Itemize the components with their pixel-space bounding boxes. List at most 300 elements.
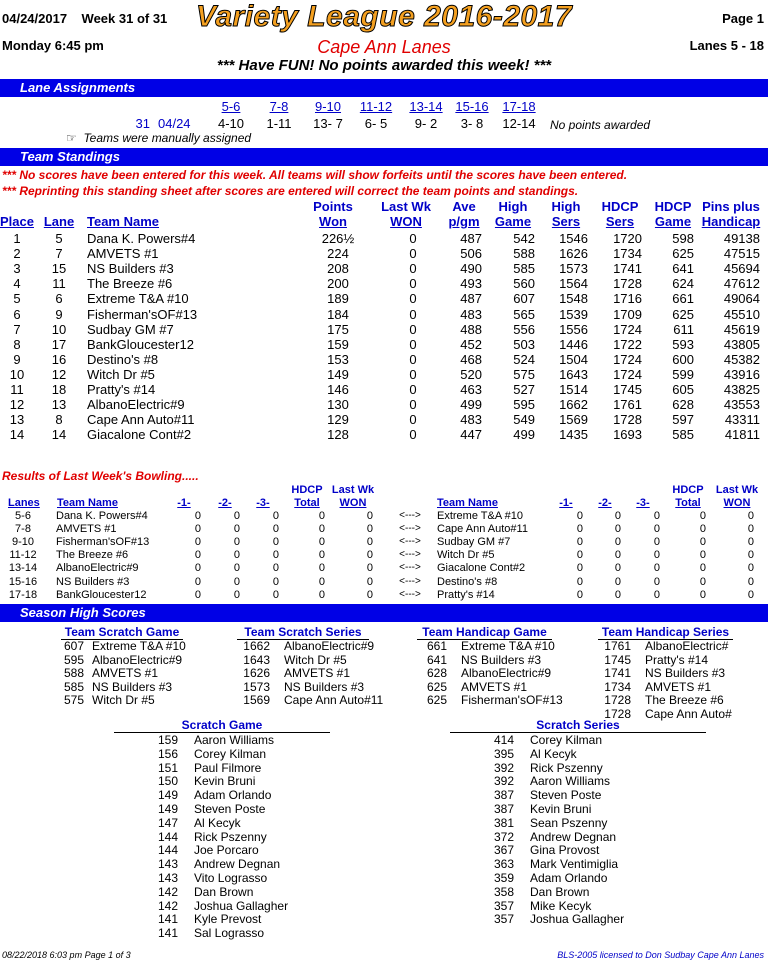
season-high-name: Paul Filmore	[194, 760, 262, 775]
lanes-range: Lanes 5 - 18	[689, 38, 764, 53]
standings-lane: 6	[55, 291, 63, 307]
standings-header-ave-top: Ave	[452, 199, 476, 214]
team-handicap-series-title: Team Handicap Series	[598, 625, 733, 640]
standings-hs: 1662	[559, 397, 588, 413]
season-high-value: 1734	[604, 679, 631, 694]
season-high-name: Adam Orlando	[530, 871, 608, 885]
lane-matchup: 4-10	[217, 116, 245, 131]
standings-lastwk: 0	[409, 336, 417, 352]
scratch-game-title: Scratch Game	[114, 718, 330, 733]
league-title: Variety League 2016-2017	[195, 0, 573, 33]
standings-hdcps: 1734	[613, 246, 642, 262]
standings-lastwk: 0	[409, 306, 417, 322]
standings-hdcpg: 625	[672, 246, 694, 262]
season-high-name: Cape Ann Auto#11	[284, 693, 384, 707]
standings-hg: 499	[513, 427, 535, 443]
lane-matchup: 6- 5	[364, 116, 388, 131]
standings-pins: 45510	[723, 306, 760, 322]
lane-matchup: 9- 2	[414, 116, 438, 131]
team-handicap-game-title: Team Handicap Game	[417, 625, 552, 640]
footer-left: 08/22/2018 6:03 pm Page 1 of 3	[2, 950, 131, 960]
season-high-name: Kevin Bruni	[530, 802, 592, 816]
season-high-name: Cape Ann Auto#	[645, 706, 732, 721]
results-score-b: 0	[699, 575, 706, 588]
standings-lane: 13	[51, 397, 67, 413]
standings-place: 11	[10, 382, 24, 397]
results-score-b: 0	[747, 588, 754, 601]
standings-header-ave-bottom: p/gm	[448, 214, 480, 229]
season-high-value: 156	[157, 746, 178, 761]
standings-team: Sudbay GM #7	[87, 321, 174, 337]
results-vs-arrow: <--->	[399, 575, 421, 587]
season-high-name: Witch Dr #5	[284, 652, 347, 667]
results-score-b: 0	[699, 523, 706, 536]
results-score-b: 0	[653, 549, 660, 562]
standings-hdcpg: 593	[672, 336, 694, 352]
standings-ave: 493	[460, 276, 482, 292]
results-header-lw1: Last Wk	[331, 484, 375, 496]
standings-hs: 1504	[559, 351, 588, 367]
notice: *** Have FUN! No points awarded this week! ***	[216, 57, 552, 74]
standings-team: Cape Ann Auto#11	[87, 412, 195, 428]
season-high-name: Sal Lograsso	[194, 926, 265, 941]
results-score-a: 0	[194, 549, 201, 562]
standings-team: AMVETS #1	[87, 246, 159, 262]
results-header-lw2: WON	[723, 497, 751, 509]
season-high-value: 1741	[604, 666, 631, 680]
standings-ave: 520	[460, 366, 482, 382]
standings-header-lane: Lane	[43, 214, 75, 229]
results-header-lanes: Lanes	[8, 497, 40, 509]
results-score-a: 0	[366, 536, 373, 549]
season-high-name: Rick Pszenny	[194, 829, 267, 844]
standings-hs: 1569	[559, 412, 588, 428]
results-team-a: NS Builders #3	[56, 575, 130, 588]
standings-pins: 45382	[723, 351, 760, 367]
standings-points: 184	[327, 306, 349, 322]
season-high-value: 625	[426, 679, 447, 694]
standings-hdcps: 1741	[613, 261, 642, 277]
standings-hdcpg: 611	[673, 321, 694, 337]
team-scratch-game-title: Team Scratch Game	[61, 625, 183, 640]
results-vs-arrow: <--->	[399, 510, 421, 521]
results-lanes: 7-8	[15, 523, 31, 536]
results-score-a: 0	[194, 510, 201, 522]
results-lanes: 11-12	[9, 549, 37, 562]
results-score-b: 0	[614, 523, 621, 536]
results-header-lw1: Last Wk	[715, 484, 759, 496]
standings-team: Destino's #8	[87, 351, 159, 367]
season-high-value: 363	[493, 857, 514, 872]
standings-points: 159	[327, 336, 349, 352]
lane-pair-header: 7-8	[269, 99, 289, 114]
standings-ave: 499	[460, 397, 482, 413]
results-header-lw2: WON	[339, 497, 367, 509]
results-score-b: 0	[747, 562, 754, 575]
standings-lastwk: 0	[409, 291, 417, 307]
results-header-team: Team Name	[57, 497, 118, 509]
standings-lastwk: 0	[409, 321, 417, 337]
manual-note: ☞ Teams were manually assigned	[66, 131, 252, 145]
season-high-name: Dan Brown	[530, 884, 590, 899]
results-score-a: 0	[272, 562, 279, 575]
results-team-b: Destino's #8	[437, 575, 498, 588]
results-lanes: 13-14	[8, 562, 38, 575]
standings-team: Dana K. Powers#4	[87, 231, 196, 246]
results-score-a: 0	[318, 575, 325, 588]
team-standings-bar: Team Standings	[0, 148, 768, 166]
season-high-name: Sean Pszenny	[530, 815, 608, 830]
results-score-a: 0	[194, 536, 201, 549]
warning-2: *** Reprinting this standing sheet after scores are entered will correct the team points and standings.	[2, 184, 579, 198]
standings-lastwk: 0	[409, 382, 417, 397]
season-high-value: 1643	[243, 652, 270, 667]
season-high-name: Steven Poste	[194, 802, 266, 816]
results-score-b: 0	[614, 575, 621, 588]
standings-lastwk: 0	[409, 261, 417, 277]
standings-points: 175	[327, 321, 349, 337]
season-high-value: 395	[493, 746, 514, 761]
season-high-name: Andrew Degnan	[194, 857, 281, 872]
results-score-a: 0	[366, 575, 373, 588]
results-team-b: Witch Dr #5	[437, 549, 495, 562]
standings-points: 146	[327, 382, 349, 397]
season-high-value: 150	[157, 774, 178, 789]
standings-points: 208	[327, 261, 349, 277]
season-high-name: Steven Poste	[530, 788, 602, 803]
results-score-b: 0	[747, 536, 754, 549]
results-header-g3: -3-	[256, 497, 270, 509]
results-score-b: 0	[576, 523, 583, 536]
results-score-a: 0	[318, 536, 325, 549]
standings-pins: 49064	[723, 291, 760, 307]
standings-team: Witch Dr #5	[87, 366, 155, 382]
standings-header-hdcps-bottom: Sers	[605, 214, 635, 229]
standings-ave: 447	[460, 427, 482, 443]
standings-hg: 556	[513, 321, 535, 337]
results-team-a: Dana K. Powers#4	[56, 510, 148, 522]
results-score-b: 0	[699, 510, 706, 522]
results-score-b: 0	[699, 549, 706, 562]
standings-hdcpg: 598	[672, 231, 694, 246]
results-score-a: 0	[233, 549, 240, 562]
standings-ave: 488	[460, 321, 482, 337]
standings-pins: 43553	[723, 397, 760, 413]
standings-hdcps: 1728	[613, 412, 642, 428]
standings-hdcps: 1709	[613, 306, 642, 322]
results-score-b: 0	[699, 562, 706, 575]
results-score-a: 0	[318, 588, 325, 601]
standings-pins: 47515	[723, 246, 760, 262]
standings-place: 1	[13, 231, 21, 246]
season-high-value: 159	[157, 733, 178, 747]
season-high-value: 149	[157, 788, 178, 803]
lane-pair-header: 17-18	[502, 99, 536, 114]
lane-pair-header: 13-14	[409, 99, 443, 114]
standings-hdcpg: 600	[672, 351, 694, 367]
standings-hdcpg: 605	[672, 382, 694, 397]
season-high-name: Corey Kilman	[194, 746, 267, 761]
standings-points: 189	[327, 291, 349, 307]
season-high-name: Vito Lograsso	[194, 871, 268, 885]
standings-ave: 483	[460, 306, 482, 322]
season-high-name: AMVETS #1	[645, 679, 712, 694]
season-high-value: 1626	[243, 666, 270, 680]
standings-lane: 9	[55, 306, 63, 322]
season-high-value: 141	[157, 912, 178, 927]
season-high-name: NS Builders #3	[92, 679, 173, 694]
results-vs-arrow: <--->	[399, 588, 421, 600]
standings-hg: 524	[513, 351, 535, 367]
standings-ave: 490	[460, 261, 482, 277]
standings-pins: 47612	[723, 276, 760, 292]
season-high-name: AMVETS #1	[284, 666, 351, 680]
season-high-value: 392	[493, 760, 514, 775]
results-header-g3: -3-	[636, 497, 650, 509]
season-high-name: Kevin Bruni	[194, 774, 256, 789]
results-score-a: 0	[366, 549, 373, 562]
results-score-a: 0	[272, 523, 279, 536]
standings-points: 128	[327, 427, 349, 443]
season-high-value: 575	[63, 693, 84, 707]
results-score-b: 0	[653, 510, 660, 522]
standings-hdcps: 1693	[613, 427, 642, 443]
standings-points: 129	[327, 412, 349, 428]
results-score-b: 0	[576, 549, 583, 562]
standings-hdcpg: 599	[672, 366, 694, 382]
season-high-name: Pratty's #14	[645, 652, 708, 667]
season-high-value: 151	[157, 760, 178, 775]
lane-pair-header: 15-16	[455, 99, 489, 114]
standings-hs: 1539	[559, 306, 588, 322]
results-score-a: 0	[272, 549, 279, 562]
results-score-a: 0	[233, 510, 240, 522]
footer-right: BLS-2005 licensed to Don Sudbay Cape Ann Lanes	[557, 950, 764, 960]
standings-lane: 5	[55, 231, 63, 246]
standings-hdcps: 1724	[613, 321, 642, 337]
standings-lane: 16	[51, 351, 67, 367]
results-score-b: 0	[576, 562, 583, 575]
season-high-value: 144	[157, 829, 178, 844]
standings-team: BankGloucester12	[87, 336, 194, 352]
standings-header-hdcps-top: HDCP	[601, 199, 639, 214]
results-header-g1: -1-	[177, 497, 191, 509]
standings-points: 200	[327, 276, 349, 292]
lane-matchup: 3- 8	[460, 116, 484, 131]
standings-header-hdcpg-top: HDCP	[654, 199, 692, 214]
season-high-value: 414	[493, 733, 514, 747]
standings-place: 9	[13, 351, 21, 367]
results-score-b: 0	[699, 536, 706, 549]
standings-team: Giacalone Cont#2	[87, 427, 192, 443]
results-header-hdcp2: Total	[675, 497, 701, 509]
season-high-value: 607	[63, 639, 84, 653]
results-team-a: Fisherman'sOF#13	[56, 536, 150, 549]
standings-points: 226½	[321, 231, 355, 246]
standings-hg: 588	[513, 246, 535, 262]
standings-hdcps: 1728	[613, 276, 642, 292]
standings-hg: 595	[513, 397, 535, 413]
season-high-name: Extreme T&A #10	[92, 639, 186, 653]
results-lanes: 15-16	[8, 575, 38, 588]
results-score-a: 0	[366, 510, 373, 522]
results-score-a: 0	[272, 575, 279, 588]
standings-team: The Breeze #6	[87, 276, 173, 292]
results-vs-arrow: <--->	[399, 523, 421, 535]
season-high-value: 381	[493, 815, 514, 830]
results-team-b: Sudbay GM #7	[437, 536, 511, 549]
season-high-name: Witch Dr #5	[92, 693, 155, 707]
season-high-bar: Season High Scores	[0, 604, 768, 622]
standings-header-lastwk-top: Last Wk	[381, 199, 431, 214]
results-lanes: 17-18	[8, 588, 38, 601]
standings-hs: 1564	[559, 276, 588, 292]
results-score-b: 0	[747, 549, 754, 562]
standings-hg: 585	[513, 261, 535, 277]
results-score-b: 0	[653, 523, 660, 536]
results-vs-arrow: <--->	[399, 549, 421, 561]
lane-week: 31	[135, 116, 150, 131]
results-score-a: 0	[318, 562, 325, 575]
season-high-name: Joshua Gallagher	[530, 912, 625, 927]
standings-pins: 43916	[723, 366, 760, 382]
results-score-b: 0	[614, 536, 621, 549]
season-high-value: 628	[426, 666, 447, 680]
results-lanes: 9-10	[11, 536, 35, 549]
season-high-name: AlbanoElectric#9	[92, 652, 183, 667]
standings-header-hg-bottom: Game	[494, 214, 532, 229]
standings-lastwk: 0	[409, 397, 417, 413]
standings-ave: 487	[460, 231, 482, 246]
lane-note: No points awarded	[550, 118, 651, 132]
standings-hs: 1556	[559, 321, 588, 337]
results-score-a: 0	[233, 523, 240, 536]
season-high-name: The Breeze #6	[645, 693, 724, 707]
standings-hs: 1573	[559, 261, 588, 277]
standings-hg: 607	[513, 291, 535, 307]
season-high-name: Gina Provost	[530, 843, 600, 858]
season-high-name: Aaron Williams	[194, 733, 275, 747]
standings-lane: 12	[51, 366, 67, 382]
lane-matchup: 12-14	[502, 116, 536, 131]
results-team-b: Cape Ann Auto#11	[437, 523, 528, 536]
season-high-value: 372	[493, 829, 514, 844]
results-team-a: AMVETS #1	[56, 523, 117, 536]
results-header-g2: -2-	[218, 497, 232, 509]
results-score-a: 0	[194, 575, 201, 588]
standings-ave: 483	[460, 412, 482, 428]
standings-lane: 10	[51, 321, 67, 337]
standings-place: 5	[13, 291, 21, 307]
results-score-a: 0	[272, 536, 279, 549]
standings-hdcpg: 625	[672, 306, 694, 322]
standings-hdcpg: 661	[672, 291, 694, 307]
lane-assignments-bar: Lane Assignments	[0, 79, 768, 97]
season-high-value: 358	[493, 884, 514, 899]
standings-team: Extreme T&A #10	[87, 291, 189, 307]
standings-hs: 1514	[559, 382, 588, 397]
results-header-hdcp1: HDCP	[672, 484, 704, 496]
standings-header-hdcpg-bottom: Game	[654, 214, 692, 229]
season-high-name: Dan Brown	[194, 884, 254, 899]
standings-hdcpg: 641	[672, 261, 694, 277]
standings-hdcpg: 597	[672, 412, 694, 428]
season-high-name: Rick Pszenny	[530, 760, 603, 775]
standings-place: 8	[13, 336, 21, 352]
season-high-name: AlbanoElectric#9	[461, 666, 552, 680]
season-high-name: NS Builders #3	[461, 652, 542, 667]
standings-header-pins-bottom: Handicap	[701, 214, 761, 229]
standings-hg: 560	[513, 276, 535, 292]
season-high-name: Corey Kilman	[530, 733, 603, 747]
standings-pins: 45694	[723, 261, 760, 277]
results-score-b: 0	[614, 549, 621, 562]
standings-lastwk: 0	[409, 366, 417, 382]
standings-lastwk: 0	[409, 412, 417, 428]
season-high-value: 387	[493, 788, 514, 803]
season-high-value: 595	[63, 652, 84, 667]
results-team-b: Pratty's #14	[437, 588, 495, 601]
results-score-b: 0	[747, 575, 754, 588]
standings-points: 153	[327, 351, 349, 367]
results-score-b: 0	[576, 588, 583, 601]
standings-points: 130	[327, 397, 349, 413]
season-high-value: 357	[493, 912, 514, 927]
standings-lastwk: 0	[409, 231, 417, 246]
season-high-value: 387	[493, 802, 514, 816]
standings-lastwk: 0	[409, 427, 417, 443]
season-high-value: 392	[493, 774, 514, 789]
standings-header-points-bottom: Won	[319, 214, 347, 229]
season-high-value: 367	[493, 843, 514, 858]
season-high-name: Fisherman'sOF#13	[461, 693, 563, 707]
scratch-series-title: Scratch Series	[450, 718, 706, 733]
standings-ave: 463	[460, 382, 482, 397]
standings-place: 12	[9, 397, 25, 413]
results-score-a: 0	[194, 523, 201, 536]
standings-hdcps: 1724	[613, 366, 642, 382]
season-high-value: 1728	[604, 706, 631, 721]
season-high-name: Mark Ventimiglia	[530, 857, 619, 872]
warning-1: *** No scores have been entered for this week. All teams will show forfeits until the scores have been entered.	[2, 168, 628, 182]
season-high-value: 1761	[604, 639, 631, 653]
results-score-a: 0	[233, 575, 240, 588]
standings-hdcps: 1745	[613, 382, 642, 397]
standings-hs: 1626	[559, 246, 588, 262]
pointing-hand-icon: ☞	[66, 131, 77, 145]
standings-hg: 565	[513, 306, 535, 322]
results-score-b: 0	[614, 588, 621, 601]
standings-hdcps: 1720	[613, 231, 642, 246]
standings-hg: 503	[513, 336, 535, 352]
standings-pins: 45619	[723, 321, 760, 337]
standings-header-hs-top: High	[551, 199, 581, 214]
season-high-name: Aaron Williams	[530, 774, 611, 789]
standings-place: 6	[13, 306, 21, 322]
results-vs-arrow: <--->	[399, 562, 421, 574]
results-score-b: 0	[699, 588, 706, 601]
standings-lane: 7	[55, 246, 63, 262]
standings-hdcpg: 628	[672, 397, 694, 413]
season-high-value: 147	[157, 815, 178, 830]
lane-date: 04/24	[158, 116, 191, 131]
season-high-value: 143	[157, 857, 178, 872]
standings-header-team: Team Name	[87, 214, 160, 229]
standings-hs: 1548	[559, 291, 588, 307]
standings-hg: 542	[513, 231, 535, 246]
results-score-a: 0	[366, 562, 373, 575]
season-high-value: 661	[426, 639, 447, 653]
